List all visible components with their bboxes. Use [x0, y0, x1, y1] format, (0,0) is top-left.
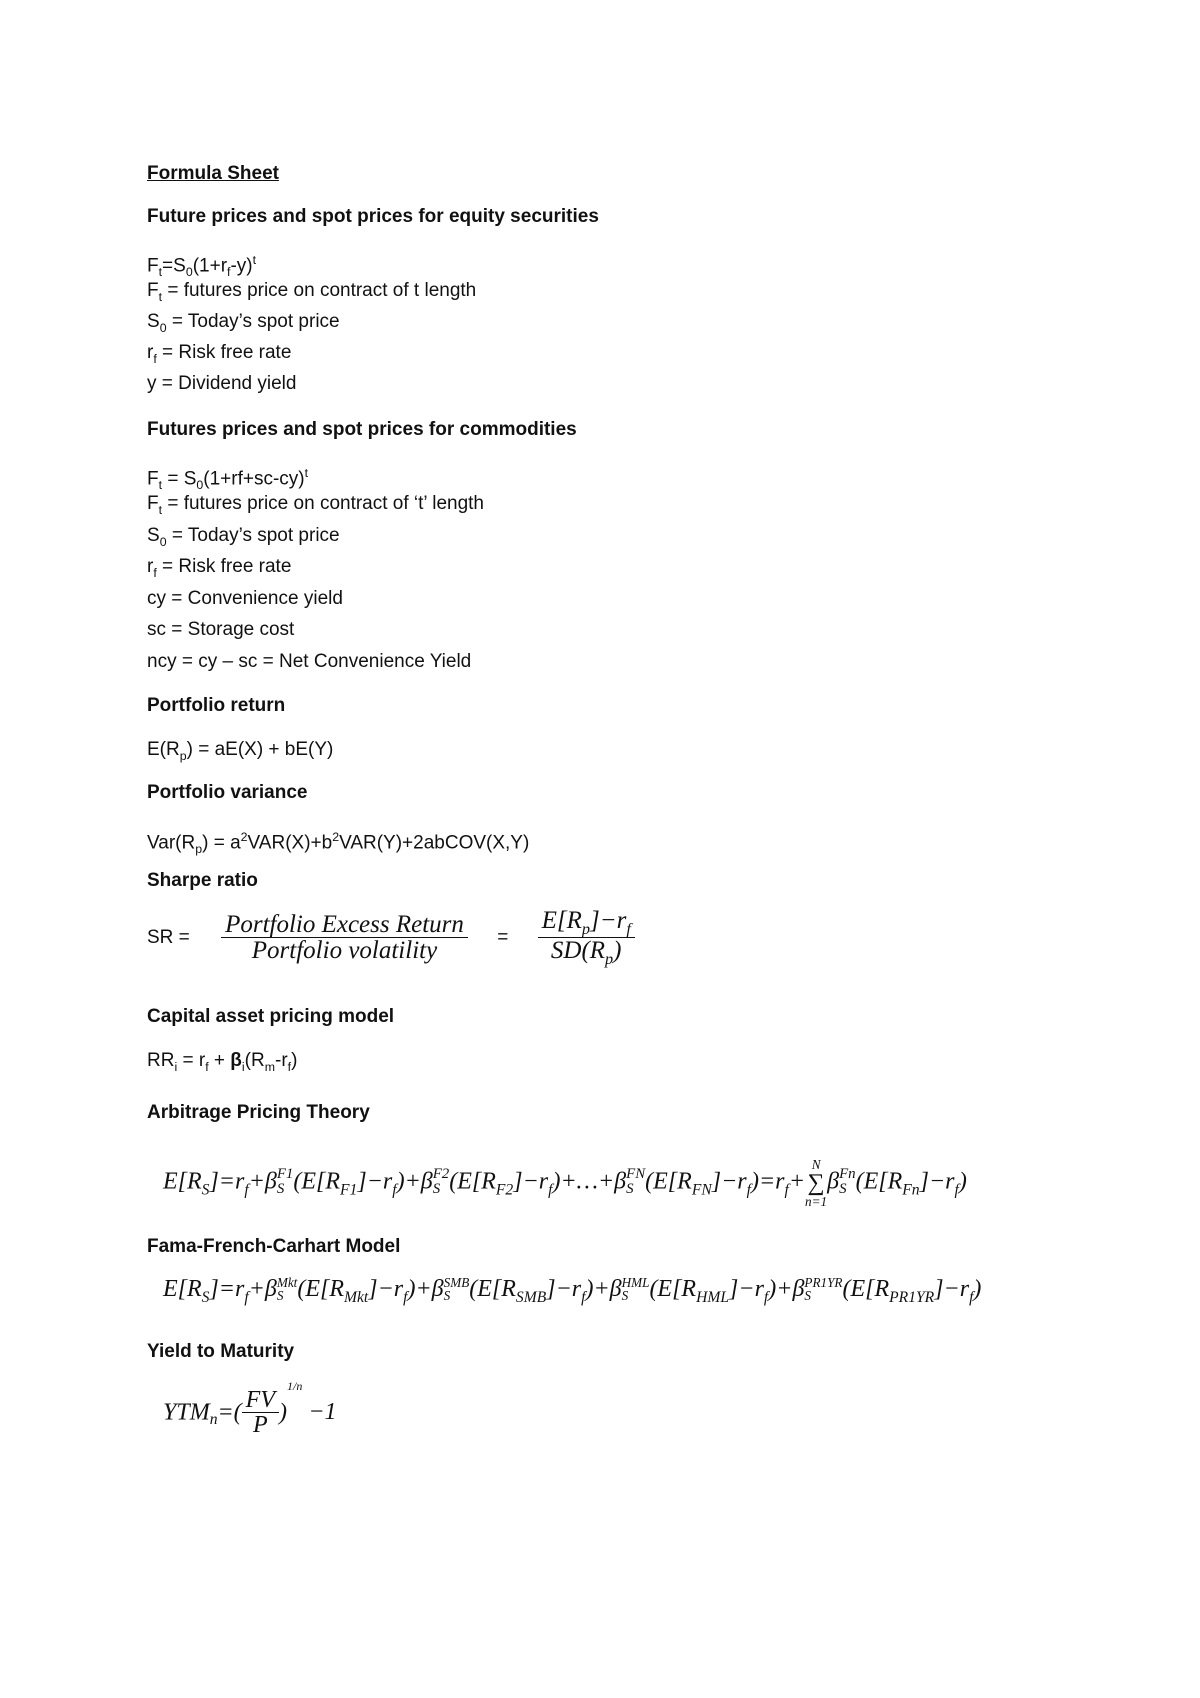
definition-line: $S_0$ = Today’s spot price [147, 311, 340, 335]
apt-formula: $E[R_S]=r_f+\beta$ F1 S $(E[R_{F1}]-r_f)+\beta$ F2 S $(E[R_{F2}]-r_f)+\dots+\beta$ FN S $(E[R_{FN}]-r_f)=r_f+$ N ∑ n=1 β Fn S $(E[R_{Fn}]-r_f)$ [163, 1157, 967, 1210]
ffc-formula: $E[R_S]=r_f+\beta$ Mkt S $(E[R_{Mkt}]-r_f)+\beta$ SMB S $(E[R_{SMB}]-r_f)+\beta$ HML S $(E[R_{HML}]-r_f)+\beta$ PR1YR S $(E[R_{PR1YR}]-r_f)$ [163, 1275, 982, 1306]
commodity-futures-formula: $F_t = S_0(1+rf+sc-cy)^t$ [147, 466, 309, 493]
sharpe-equals: = [497, 926, 509, 948]
section-heading-portfolio-return: Portfolio return [147, 695, 286, 716]
section-heading-capm: Capital asset pricing model [147, 1006, 395, 1027]
sharpe-fraction-symbols: $\frac{E[R_p]-r_f}{SD(R_p)}$ [538, 908, 635, 968]
definition-line: $S_0$ = Today’s spot price [147, 525, 340, 549]
section-heading-ytm: Yield to Maturity [147, 1341, 295, 1362]
section-heading-sharpe: Sharpe ratio [147, 870, 258, 891]
section-heading-portfolio-variance: Portfolio variance [147, 782, 308, 803]
section-heading-commodities: Futures prices and spot prices for commodities [147, 419, 577, 440]
portfolio-variance-formula: $Var(R_p)$ = $a^2VAR(X)+b^2VAR(Y)+2abCOV(X,Y)$ [147, 830, 530, 857]
section-heading-equity: Future prices and spot prices for equity securities [147, 206, 599, 227]
definition-line: ncy = cy – sc = Net Convenience Yield [147, 651, 472, 672]
definition-line: $r_f$ = Risk free rate [147, 556, 292, 580]
ytm-formula: $YTM_n=$( $\frac{FV}{P}$ )$^{1/n}$−1 [163, 1379, 337, 1438]
sharpe-ratio-formula [147, 908, 635, 968]
definition-line: y = Dividend yield [147, 373, 297, 394]
definition-line: $r_f$ = Risk free rate [147, 342, 292, 366]
definition-line: sc = Storage cost [147, 619, 295, 640]
summation-symbol: N ∑ n=1 [805, 1157, 828, 1210]
portfolio-return-formula: $E(R_p) = aE(X) + bE(Y)$ [147, 739, 334, 763]
section-heading-apt: Arbitrage Pricing Theory [147, 1102, 370, 1123]
page-title: Formula Sheet [147, 163, 279, 184]
equity-futures-formula: $F_t=S_0(1+r_f-y)^t$ [147, 253, 257, 280]
definition-line: $F_t$ = futures price on contract of t length [147, 280, 477, 304]
capm-formula: $RR_i = r_f + \beta_i(R_m-r_f)$ [147, 1050, 298, 1074]
sharpe-lhs: SR = [147, 926, 190, 948]
definition-line: $F_t$ = futures price on contract of ‘t’ length [147, 493, 484, 517]
definition-line: cy = Convenience yield [147, 588, 343, 609]
sharpe-fraction-words: $\frac{\text{Portfolio Excess Return}}{\text{Portfolio volatility}}$ [221, 912, 468, 963]
section-heading-ffc: Fama-French-Carhart Model [147, 1236, 401, 1257]
